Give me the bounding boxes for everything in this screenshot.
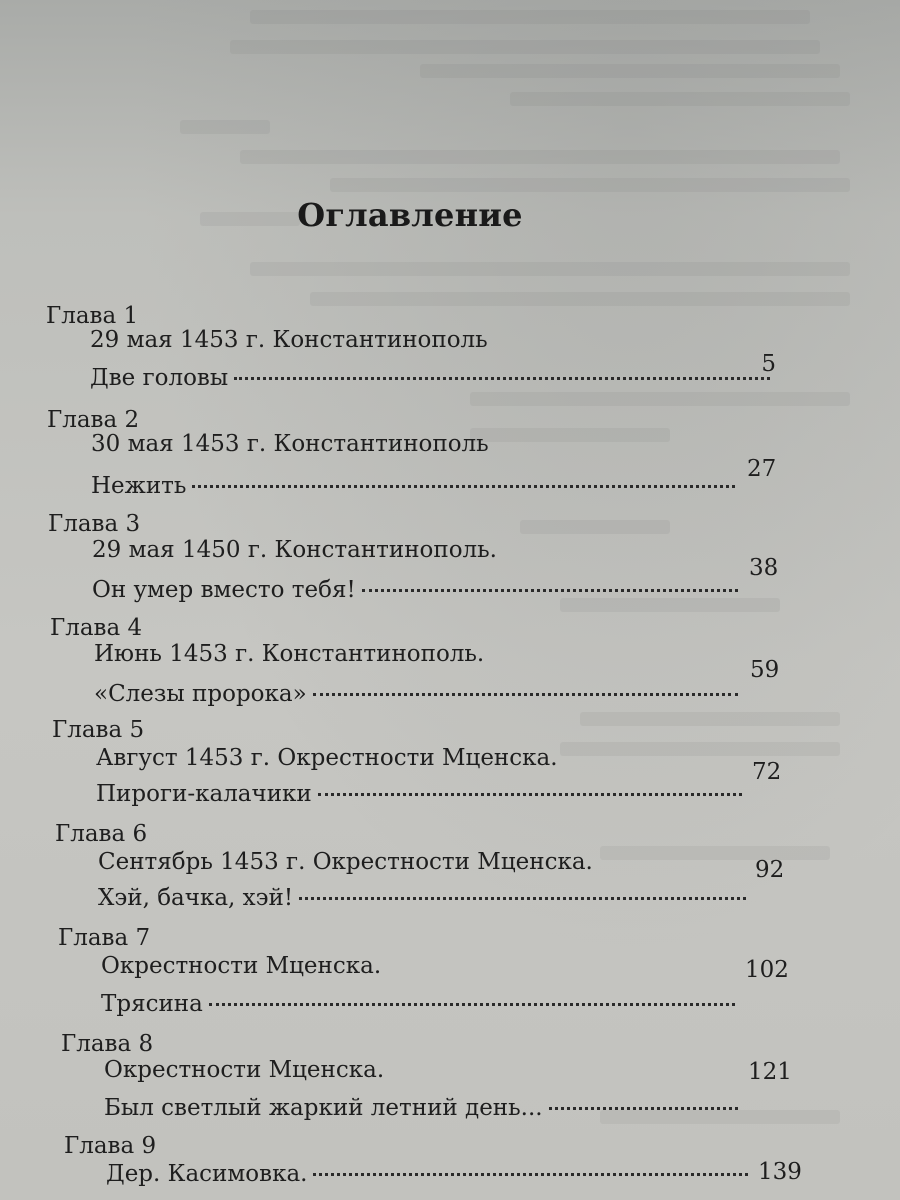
dot-leader — [192, 485, 735, 488]
chapter-date-place: Август 1453 г. Окрестности Мценска. — [96, 745, 558, 771]
dot-leader — [299, 897, 746, 900]
chapter-title: Пироги-калачики — [96, 781, 312, 807]
page-number-entry — [758, 1158, 802, 1186]
chapter-subtitle — [98, 848, 798, 876]
chapter-label: Глава 6 — [55, 821, 148, 847]
chapter-label: Глава 9 — [64, 1133, 157, 1159]
chapter-subtitle — [104, 1056, 804, 1084]
chapter-date-place: Июнь 1453 г. Константинополь. — [94, 641, 485, 667]
page-number-entry — [748, 1058, 792, 1086]
chapter-date-place: 30 мая 1453 г. Константинополь — [91, 431, 489, 457]
chapter-title: «Слезы пророка» — [94, 681, 307, 707]
page-number: 38 — [749, 555, 779, 581]
chapter-title: Он умер вместо тебя! — [92, 577, 356, 603]
toc-entry[interactable] — [104, 1094, 744, 1122]
chapter-label: Глава 1 — [46, 303, 139, 329]
toc-entry[interactable] — [91, 472, 741, 500]
page-number: 121 — [748, 1059, 792, 1085]
chapter-date-place: Сентябрь 1453 г. Окрестности Мценска. — [98, 849, 593, 875]
toc-entry[interactable] — [96, 780, 748, 808]
chapter-date-place: 29 мая 1453 г. Константинополь — [90, 327, 488, 353]
page-number-entry — [745, 956, 789, 984]
chapter-title: Две головы — [90, 365, 229, 391]
page-number: 102 — [745, 957, 789, 983]
chapter-label: Глава 4 — [50, 615, 143, 641]
chapter-subtitle — [101, 952, 801, 980]
chapter-label: Глава 5 — [52, 717, 145, 743]
chapter-subtitle — [92, 536, 792, 564]
chapter-date-place: Дер. Касимовка. — [106, 1161, 308, 1187]
dot-leader — [549, 1107, 738, 1110]
chapter-date-place: Окрестности Мценска. — [104, 1057, 385, 1083]
dot-leader — [318, 793, 742, 796]
chapter-title: Трясина — [101, 991, 203, 1017]
page-number-entry — [750, 350, 776, 378]
dot-leader — [209, 1003, 735, 1006]
chapter-subtitle — [90, 326, 790, 354]
toc-entry[interactable] — [101, 990, 741, 1018]
page-number-entry — [752, 758, 781, 786]
toc-entry[interactable] — [106, 1160, 754, 1188]
dot-leader — [362, 589, 738, 592]
chapter-label: Глава 7 — [58, 925, 151, 951]
toc-entry[interactable] — [94, 680, 744, 708]
chapter-subtitle — [94, 640, 794, 668]
toc-entry[interactable] — [90, 364, 776, 392]
dot-leader — [313, 1173, 748, 1176]
chapter-subtitle — [96, 744, 796, 772]
page-number-entry — [749, 554, 778, 582]
chapter-date-place: Окрестности Мценска. — [101, 953, 382, 979]
chapter-title: Хэй, бачка, хэй! — [98, 885, 294, 911]
page-number: 27 — [747, 456, 777, 482]
dot-leader — [313, 693, 738, 696]
toc-entry[interactable] — [98, 884, 752, 912]
page-number: 139 — [758, 1159, 802, 1185]
chapter-title: Нежить — [91, 473, 187, 499]
page-number: 72 — [752, 759, 782, 785]
chapter-label: Глава 3 — [48, 511, 141, 537]
page-number: 59 — [750, 657, 780, 683]
page-number-entry — [747, 455, 776, 483]
toc-title: Оглавление — [297, 196, 523, 234]
chapter-label: Глава 8 — [61, 1031, 154, 1057]
page-number: 5 — [761, 351, 776, 377]
chapter-label: Глава 2 — [47, 407, 140, 433]
page-number: 92 — [755, 857, 785, 883]
chapter-title: Был светлый жаркий летний день... — [104, 1095, 543, 1121]
toc-entry[interactable] — [92, 576, 744, 604]
chapter-date-place: 29 мая 1450 г. Константинополь. — [92, 537, 497, 563]
chapter-subtitle — [91, 430, 791, 458]
page-number-entry — [750, 656, 779, 684]
dot-leader — [234, 377, 770, 380]
page-number-entry — [755, 856, 784, 884]
